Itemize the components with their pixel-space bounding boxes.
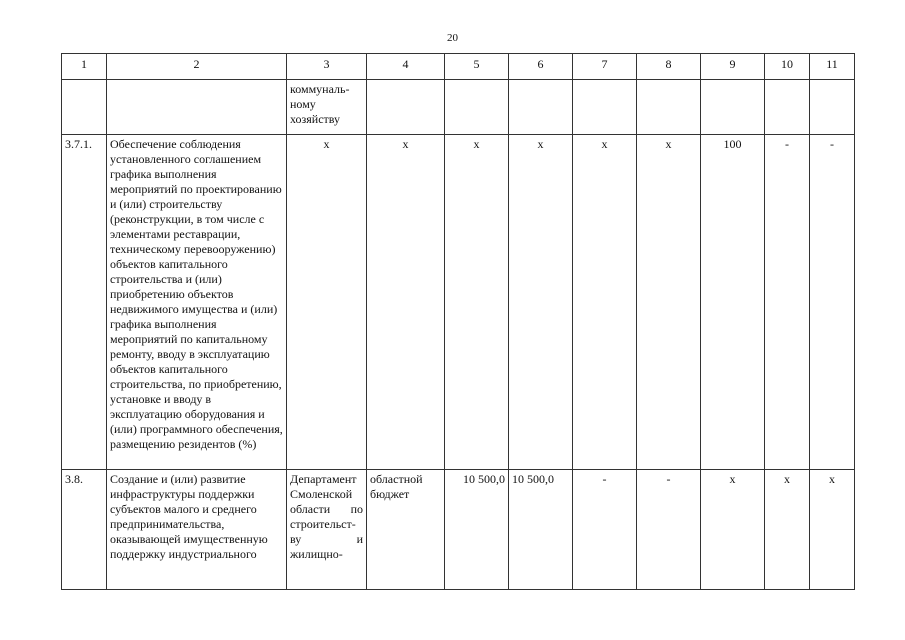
value-cell: х bbox=[765, 470, 810, 590]
header-cell: 6 bbox=[509, 54, 573, 80]
value-cell: 10 500,0 bbox=[509, 470, 573, 590]
empty-cell bbox=[107, 80, 287, 135]
row-description: Создание и (или) развитие инфраструктуры поддержки субъектов малого и среднего предпринимательства, оказывающей имущественную поддержку индустриального bbox=[107, 470, 287, 590]
funding-source-cell: областной бюджет bbox=[367, 470, 445, 590]
header-cell: 2 bbox=[107, 54, 287, 80]
continuation-row bbox=[62, 80, 855, 135]
value-cell: - bbox=[810, 135, 855, 470]
executor-cell: Департамент Смоленской области по строительст-ву и жилищно- bbox=[287, 470, 367, 590]
value-cell: 10 500,0 bbox=[445, 470, 509, 590]
header-cell: 10 bbox=[765, 54, 810, 80]
empty-cell bbox=[445, 80, 509, 135]
value-cell: х bbox=[287, 135, 367, 470]
value-cell: х bbox=[701, 470, 765, 590]
empty-cell bbox=[573, 80, 637, 135]
page-number: 20 bbox=[447, 32, 458, 44]
empty-cell bbox=[765, 80, 810, 135]
empty-cell bbox=[509, 80, 573, 135]
value-cell: х bbox=[445, 135, 509, 470]
header-cell: 1 bbox=[62, 54, 107, 80]
value-cell: х bbox=[573, 135, 637, 470]
value-cell: - bbox=[765, 135, 810, 470]
header-cell: 4 bbox=[367, 54, 445, 80]
empty-cell bbox=[701, 80, 765, 135]
table-row bbox=[62, 135, 855, 470]
header-cell: 9 bbox=[701, 54, 765, 80]
value-cell: х bbox=[509, 135, 573, 470]
program-table bbox=[61, 53, 855, 590]
header-cell: 3 bbox=[287, 54, 367, 80]
value-cell: - bbox=[637, 470, 701, 590]
value-cell: х bbox=[810, 470, 855, 590]
table-row bbox=[62, 470, 855, 590]
value-cell: - bbox=[573, 470, 637, 590]
empty-cell bbox=[62, 80, 107, 135]
header-cell: 5 bbox=[445, 54, 509, 80]
header-cell: 11 bbox=[810, 54, 855, 80]
empty-cell bbox=[637, 80, 701, 135]
value-cell: х bbox=[367, 135, 445, 470]
empty-cell bbox=[810, 80, 855, 135]
value-cell: х bbox=[637, 135, 701, 470]
empty-cell bbox=[367, 80, 445, 135]
header-cell: 8 bbox=[637, 54, 701, 80]
row-description: Обеспечение соблюдения установленного соглашением графика выполнения мероприятий по проектированию и (или) строительству (реконструкции, в том числе с элементами реставрации, техническому перевооружению) объектов капитального строительства и (или) приобретению объектов недвижимого имущества и (или) графика выполнения мероприятий по капитальному ремонту, вводу в эксплуатацию объектов капитального строительства, по приобретению, установке и вводу в эксплуатацию оборудования и (или) программного обеспечения, размещению резидентов (%) bbox=[107, 135, 287, 470]
value-cell: 100 bbox=[701, 135, 765, 470]
header-cell: 7 bbox=[573, 54, 637, 80]
header-row bbox=[62, 54, 855, 80]
row-number: 3.7.1. bbox=[62, 135, 107, 470]
executor-continuation: коммуналь- ному хозяйству bbox=[287, 80, 367, 135]
row-number: 3.8. bbox=[62, 470, 107, 590]
